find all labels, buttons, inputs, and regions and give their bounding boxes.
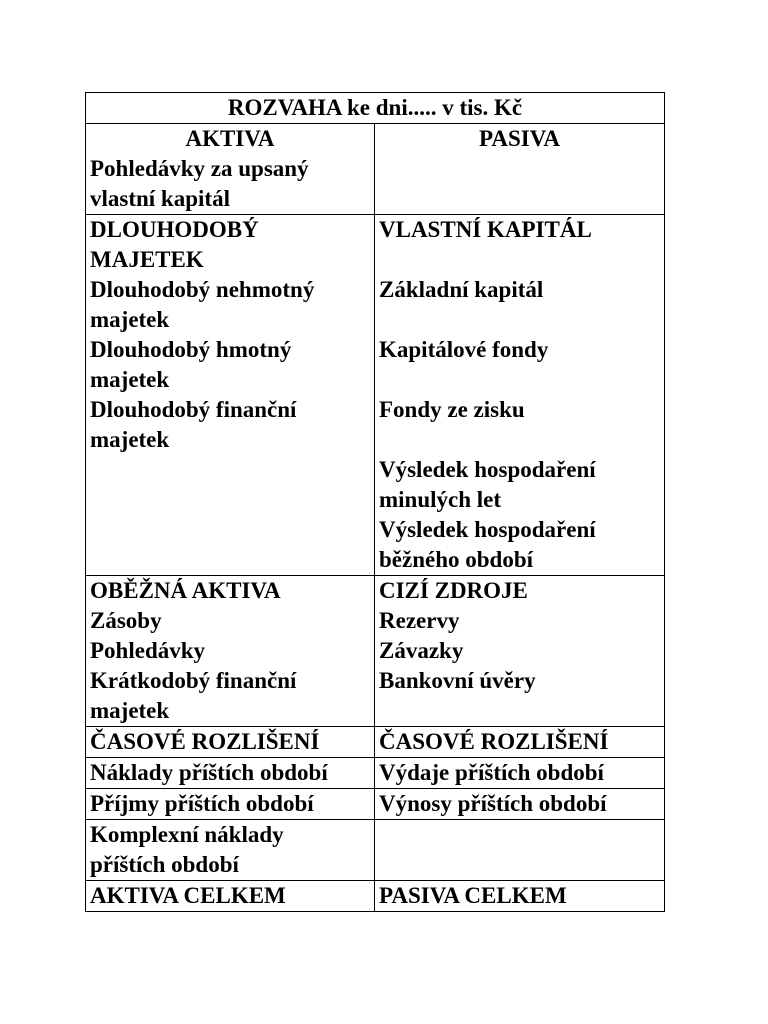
prijmy-pristich-obdobi-cell	[86, 789, 375, 820]
empty-cell	[375, 820, 665, 881]
dlouhodoby-line-5: Dlouhodobý hmotný	[90, 337, 292, 362]
header-row	[86, 124, 665, 215]
kratkodoby-financni-line-2: majetek	[90, 698, 170, 723]
obezna-row	[86, 576, 665, 727]
blank-line	[379, 425, 660, 455]
dlouhodoby-line-4: majetek	[90, 307, 170, 332]
zakladni-kapital: Základní kapitál	[379, 277, 544, 302]
vlastni-kapital-heading: VLASTNÍ KAPITÁL	[379, 217, 592, 242]
bankovni-uvery: Bankovní úvěry	[379, 668, 536, 693]
cizi-zdroje-heading: CIZÍ ZDROJE	[379, 578, 528, 603]
aktiva-celkem: AKTIVA CELKEM	[90, 883, 286, 908]
zasoby: Zásoby	[90, 608, 162, 633]
aktiva-heading: AKTIVA	[185, 126, 275, 151]
zavazky: Závazky	[379, 638, 464, 663]
pasiva-celkem: PASIVA CELKEM	[379, 883, 567, 908]
table-row	[86, 758, 665, 789]
table-title-cell	[86, 93, 665, 124]
blank-line	[379, 305, 660, 335]
dlouhodoby-line-2: MAJETEK	[90, 247, 204, 272]
pohledavky: Pohledávky	[90, 638, 206, 663]
fondy-ze-zisku: Fondy ze zisku	[379, 397, 525, 422]
vh-bezneho-obdobi-line-1: Výsledek hospodaření	[379, 517, 596, 542]
table-row	[86, 789, 665, 820]
casove-rozliseni-right-cell	[375, 727, 665, 758]
vlastni-kapital-cell	[375, 215, 665, 576]
blank-line	[379, 245, 660, 275]
komplexni-naklady-line-1: Komplexní náklady	[90, 822, 284, 847]
kapitalove-fondy: Kapitálové fondy	[379, 337, 549, 362]
komplexni-naklady-cell	[86, 820, 375, 881]
totals-row	[86, 881, 665, 912]
casove-rozliseni-row	[86, 727, 665, 758]
aktiva-sub-line-2: vlastní kapitál	[90, 186, 230, 211]
rezervy: Rezervy	[379, 608, 460, 633]
vh-minulych-let-line-1: Výsledek hospodaření	[379, 457, 596, 482]
vynosy-pristich-obdobi: Výnosy příštích období	[379, 791, 607, 816]
dlouhodoby-row	[86, 215, 665, 576]
vh-minulych-let-line-2: minulých let	[379, 487, 502, 512]
aktiva-header-cell	[86, 124, 375, 215]
obezna-aktiva-heading: OBĚŽNÁ AKTIVA	[90, 578, 281, 603]
pasiva-header-cell	[375, 124, 665, 215]
vh-bezneho-obdobi-line-2: běžného období	[379, 547, 534, 572]
dlouhodoby-line-1: DLOUHODOBÝ	[90, 217, 259, 242]
cizi-zdroje-cell	[375, 576, 665, 727]
blank-line	[379, 365, 660, 395]
kratkodoby-financni-line-1: Krátkodobý finanční	[90, 668, 297, 693]
table-title: ROZVAHA ke dni..... v tis. Kč	[227, 95, 523, 120]
balance-sheet-table	[85, 92, 665, 912]
title-row	[86, 93, 665, 124]
casove-rozliseni-right-heading: ČASOVÉ ROZLIŠENÍ	[379, 729, 609, 754]
casove-rozliseni-left-cell	[86, 727, 375, 758]
dlouhodoby-line-7: Dlouhodobý finanční	[90, 397, 297, 422]
pasiva-celkem-cell	[375, 881, 665, 912]
dlouhodoby-line-3: Dlouhodobý nehmotný	[90, 277, 315, 302]
vydaje-pristich-obdobi: Výdaje příštích období	[379, 760, 604, 785]
aktiva-sub-line-1: Pohledávky za upsaný	[90, 156, 309, 181]
naklady-pristich-obdobi: Náklady příštích období	[90, 760, 328, 785]
naklady-pristich-obdobi-cell	[86, 758, 375, 789]
table-row	[86, 820, 665, 881]
komplexni-naklady-line-2: příštích období	[90, 852, 239, 877]
aktiva-celkem-cell	[86, 881, 375, 912]
dlouhodoby-line-6: majetek	[90, 367, 170, 392]
pasiva-heading: PASIVA	[479, 126, 560, 151]
obezna-aktiva-cell	[86, 576, 375, 727]
dlouhodoby-majetek-cell	[86, 215, 375, 576]
vynosy-pristich-obdobi-cell	[375, 789, 665, 820]
prijmy-pristich-obdobi: Příjmy příštích období	[90, 791, 314, 816]
dlouhodoby-line-8: majetek	[90, 427, 170, 452]
casove-rozliseni-left-heading: ČASOVÉ ROZLIŠENÍ	[90, 729, 320, 754]
vydaje-pristich-obdobi-cell	[375, 758, 665, 789]
